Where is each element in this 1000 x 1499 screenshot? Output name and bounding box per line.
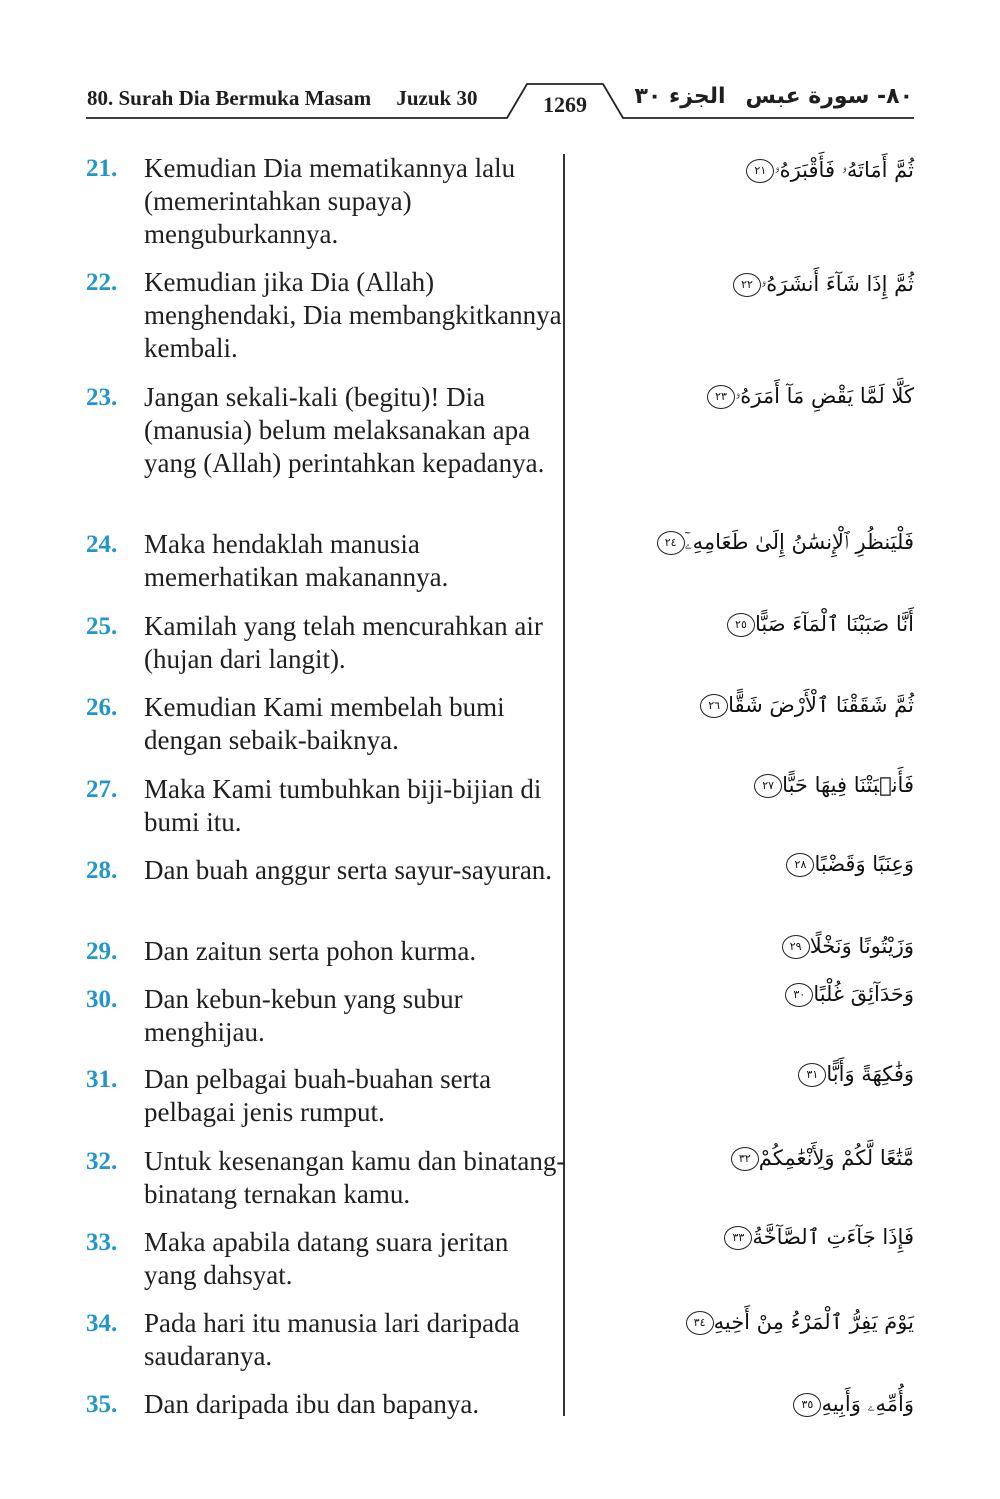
verse-number: 22. [86, 269, 118, 296]
verse-22 [86, 266, 566, 365]
verse-33 [86, 1226, 566, 1292]
verse-translation: Pada hari itu manusia lari daripada saudaranya. [144, 1308, 520, 1371]
arabic-text: مَّتَٰعًا لَّكُمْ وَلِأَنْعَٰمِكُمْ [758, 1146, 914, 1170]
ayah-number-icon: ٢٨ [786, 853, 814, 877]
verse-translation: Untuk kesenangan kamu dan binatang-binatang ternakan kamu. [144, 1146, 566, 1209]
verse-number: 34. [86, 1310, 118, 1337]
ayah-number-icon: ٢٤ [657, 531, 685, 555]
arabic-text: ثُمَّ إِذَا شَآءَ أَنشَرَهُۥ [761, 272, 914, 296]
verse-35 [86, 1388, 566, 1421]
verse-translation: Maka apabila datang suara jeritan yang dahsyat. [144, 1227, 509, 1290]
verse-21 [86, 152, 566, 251]
header-surah-title [87, 86, 477, 111]
verse-34 [86, 1307, 566, 1373]
verse-translation: Maka Kami tumbuhkan biji-bijian di bumi itu. [144, 774, 542, 837]
ayah-number-icon: ٢٧ [754, 774, 782, 798]
arabic-text: ثُمَّ شَقَقْنَا ٱلْأَرْضَ شَقًّا [728, 693, 914, 717]
verse-number: 28. [86, 857, 118, 884]
verse-number: 25. [86, 613, 118, 640]
verse-translation: Kemudian jika Dia (Allah) menghendaki, Dia membangkitkannya kembali. [144, 267, 562, 363]
arabic-text: وَحَدَآئِقَ غُلْبًا [813, 982, 914, 1006]
verse-31-arabic [594, 1062, 914, 1087]
verse-35-arabic [594, 1392, 914, 1417]
surah-arabic: ٨٠- سورة عبس [745, 84, 913, 109]
ayah-number-icon: ٢٢ [733, 273, 761, 297]
verse-26 [86, 691, 566, 757]
verse-translation: Jangan sekali-kali (begitu)! Dia (manusia) belum melaksanakan apa yang (Allah) perintahkan kepadanya. [144, 382, 545, 478]
arabic-text: وَزَيْتُونًا وَنَخْلًا [809, 934, 914, 958]
ayah-number-icon: ٣٠ [785, 983, 813, 1007]
verse-number: 32. [86, 1148, 118, 1175]
arabic-text: يَوْمَ يَفِرُّ ٱلْمَرْءُ مِنْ أَخِيهِ [713, 1310, 914, 1334]
verse-translation: Dan pelbagai buah-buahan serta pelbagai jenis rumput. [144, 1064, 492, 1127]
verse-25-arabic [594, 612, 914, 637]
arabic-text: فَأَنۢبَتْنَا فِيهَا حَبًّا [782, 773, 914, 797]
verse-translation: Dan daripada ibu dan bapanya. [144, 1389, 480, 1419]
verse-27 [86, 773, 566, 839]
juz-arabic: الجزء ٣٠ [634, 84, 726, 109]
verse-22-arabic [594, 272, 914, 297]
ayah-number-icon: ٣١ [798, 1063, 826, 1087]
ayah-number-icon: ٣٥ [793, 1393, 821, 1417]
verse-32 [86, 1145, 566, 1211]
verse-30-arabic [594, 982, 914, 1007]
ayah-number-icon: ٢٩ [782, 935, 810, 959]
verse-number: 29. [86, 938, 118, 965]
arabic-text: وَأُمِّهِۦ وَأَبِيهِ [821, 1392, 914, 1416]
verse-translation: Maka hendaklah manusia memerhatikan makanannya. [144, 529, 449, 592]
verse-translation: Dan kebun-kebun yang subur menghijau. [144, 984, 463, 1047]
arabic-text: فَإِذَا جَآءَتِ ٱلصَّآخَّةُ [752, 1225, 914, 1249]
verse-number: 35. [86, 1391, 118, 1418]
verse-translation: Dan buah anggur serta sayur-sayuran. [144, 855, 553, 885]
verse-number: 26. [86, 694, 118, 721]
surah-title: 80. Surah Dia Bermuka Masam [87, 86, 372, 110]
arabic-text: ثُمَّ أَمَاتَهُۥ فَأَقْبَرَهُۥ [774, 158, 914, 182]
verse-number: 30. [86, 986, 118, 1013]
verse-26-arabic [594, 693, 914, 718]
ayah-number-icon: ٣٤ [686, 1311, 714, 1335]
arabic-text: كَلَّا لَمَّا يَقْضِ مَآ أَمَرَهُۥ [735, 384, 914, 408]
verse-24 [86, 528, 566, 594]
verse-23 [86, 381, 566, 480]
verse-translation: Kamilah yang telah mencurahkan air (hujan dari langit). [144, 611, 543, 674]
ayah-number-icon: ٣٣ [724, 1226, 752, 1250]
arabic-text: وَعِنَبًا وَقَضْبًا [814, 852, 914, 876]
ayah-number-icon: ٣٢ [731, 1147, 759, 1171]
verse-31 [86, 1063, 566, 1129]
verse-34-arabic [594, 1310, 914, 1335]
verse-number: 21. [86, 155, 118, 182]
verse-number: 24. [86, 531, 118, 558]
arabic-text: وَفَٰكِهَةً وَأَبًّا [826, 1062, 914, 1086]
verse-29 [86, 935, 566, 968]
verse-translation: Kemudian Kami membelah bumi dengan sebaik-baiknya. [144, 692, 505, 755]
verse-translation: Dan zaitun serta pohon kurma. [144, 936, 477, 966]
ayah-number-icon: ٢١ [746, 159, 774, 183]
verse-33-arabic [594, 1225, 914, 1250]
arabic-text: أَنَّا صَبَبْنَا ٱلْمَآءَ صَبًّا [754, 612, 914, 636]
page-number: 1269 [543, 92, 587, 117]
juz-label: Juzuk 30 [396, 86, 478, 110]
arabic-text: فَلْيَنظُرِ ٱلْإِنسَٰنُ إِلَىٰ طَعَامِهِۦٓ [684, 530, 914, 554]
verse-number: 33. [86, 1229, 118, 1256]
verse-27-arabic [594, 773, 914, 798]
ayah-number-icon: ٢٣ [707, 385, 735, 409]
verse-30 [86, 983, 566, 1049]
verse-28 [86, 854, 566, 887]
verse-number: 31. [86, 1066, 118, 1093]
verse-24-arabic [594, 530, 914, 555]
verse-32-arabic [594, 1146, 914, 1171]
verse-number: 27. [86, 776, 118, 803]
ayah-number-icon: ٢٦ [700, 694, 728, 718]
verse-translation: Kemudian Dia mematikannya lalu (memerintahkan supaya) menguburkannya. [144, 153, 516, 249]
verse-28-arabic [594, 852, 914, 877]
verse-23-arabic [594, 384, 914, 409]
verse-21-arabic [594, 158, 914, 183]
ayah-number-icon: ٢٥ [727, 613, 755, 637]
verse-number: 23. [86, 384, 118, 411]
verse-25 [86, 610, 566, 676]
verse-29-arabic [594, 934, 914, 959]
